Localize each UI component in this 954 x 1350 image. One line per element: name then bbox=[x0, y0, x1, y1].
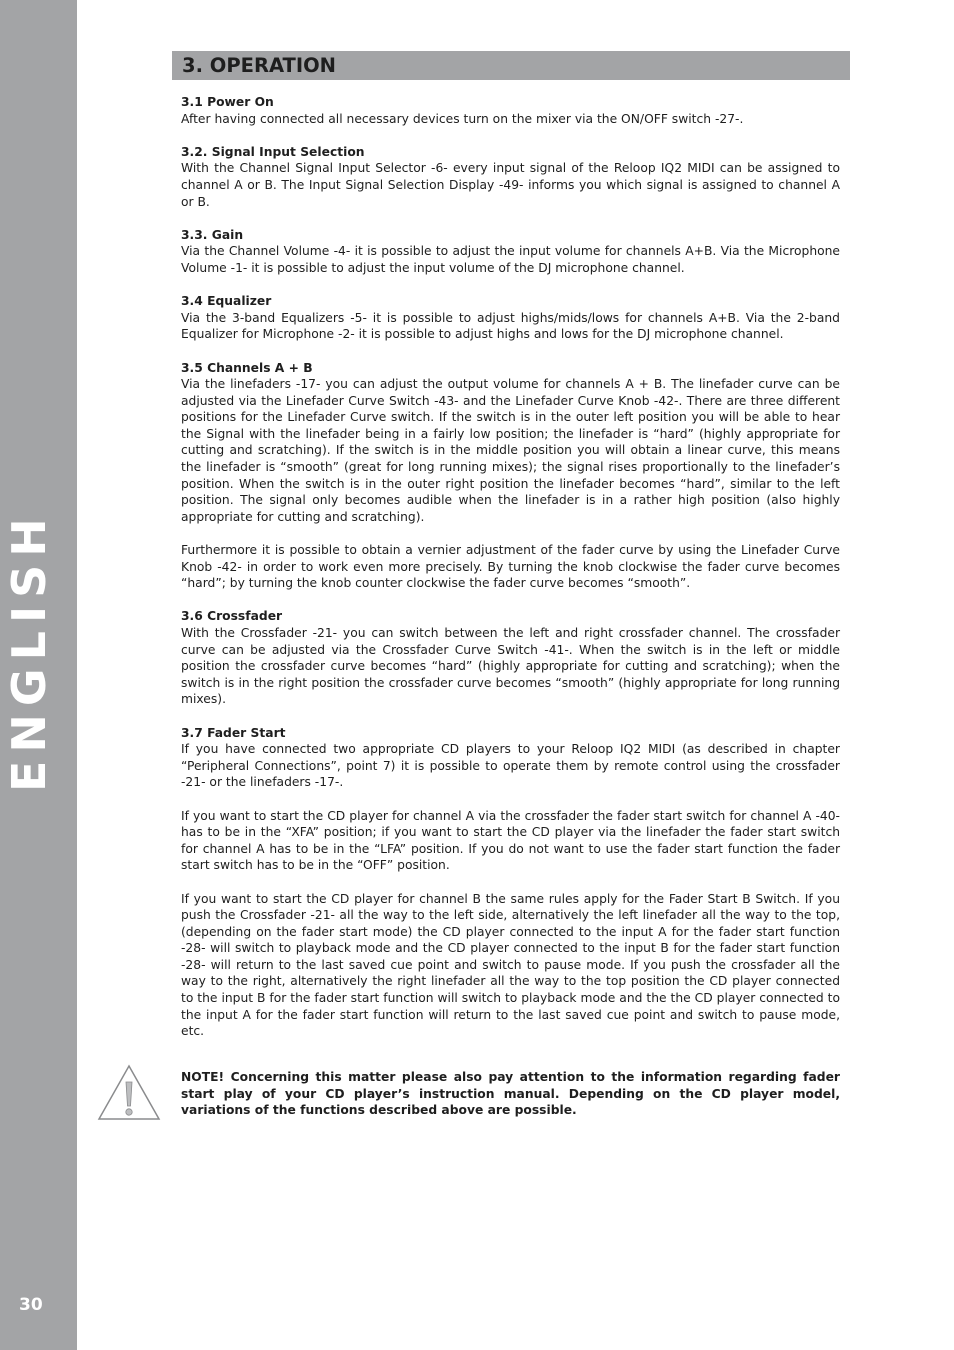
language-sidebar bbox=[0, 0, 77, 1350]
language-label: ENGLISH bbox=[2, 510, 56, 792]
section-fader-start bbox=[181, 725, 840, 1040]
section-heading: 3.1 Power On bbox=[181, 95, 274, 109]
section-crossfader bbox=[181, 608, 840, 708]
section-paragraph: Via the Channel Volume -4- it is possible to adjust the input volume for channels A+B. Via the Microphone Volume -1- it is possible to adjust the input volume of the DJ microphone channel. bbox=[181, 244, 840, 275]
warning-note: NOTE! Concerning this matter please also pay attention to the information regarding fader start play of your CD player’s instruction manual. Depending on the CD player model, variations of the functions described above are possible. bbox=[181, 1070, 840, 1118]
section-paragraph: Furthermore it is possible to obtain a vernier adjustment of the fader curve by using the Linefader Curve Knob -42- in order to work even more precisely. By turning the knob clockwise the fader curve becomes “hard”; by turning the knob counter clockwise the fader curve becomes “smooth”. bbox=[181, 543, 840, 591]
section-paragraph: Via the 3-band Equalizers -5- it is possible to adjust highs/mids/lows for channels A+B. Via the 2-band Equalizer for Microphone -2- it is possible to adjust highs and lows for the DJ microphone channel. bbox=[181, 310, 840, 342]
section-heading: 3.2. Signal Input Selection bbox=[181, 144, 365, 159]
section-heading: 3.3. Gain bbox=[181, 227, 244, 242]
section-paragraph: Via the linefaders -17- you can adjust the output volume for channels A + B. The linefader curve can be adjusted via the Linefader Curve Switch -43- and the Linefader Curve Knob -42-. There are three different positions for the Linefader Curve switch. If the switch is in the outer left position you will be able to hear the Signal with the linefader being in a fairly low position; the linefader is “hard” (highly appropriate for cutting and scratching). If the switch is in the middle position you will obtain a linear curve, this means the linefader is “smooth” (great for long running mixes); the signal rises proportionally to the linefader’s position. When the switch is in the outer right position the linefader becomes “hard”, similar to the left position. The signal only becomes audible when the linefader is in a rather high position (also highly appropriate for cutting and scratching). bbox=[181, 377, 840, 524]
section-heading: 3.4 Equalizer bbox=[181, 294, 272, 309]
section-paragraph: If you want to start the CD player for channel B the same rules apply for the Fader Start B Switch. If you push the Crossfader -21- all the way to the left side, alternatively the left linefader all the way to the top, (depending on the fader start mode) the CD player connected to the input A for the fader start function -28- will switch to playback mode and the CD player connected to the input B for the fader start function -28- will return to the last saved cue point and switch to pause mode. If you push the crossfader all the way to the right, alternatively the right linefader all the way to the top position the CD player connected to the input B for the fader start function will switch to playback mode and the the CD player connected to the input A for the fader start function will return to the last saved cue point and switch to pause mode, etc. bbox=[181, 891, 840, 1039]
section-paragraph: If you have connected two appropriate CD players to your Reloop IQ2 MIDI (as described in chapter “Peripheral Connections”, point 7) it is possible to operate them by remote control using the crossfader -21- or the linefaders -17-. bbox=[181, 742, 840, 790]
section-heading: 3.5 Channels A + B bbox=[181, 360, 313, 375]
page-title: 3. OPERATION bbox=[182, 54, 337, 77]
page-number: 30 bbox=[19, 1295, 43, 1315]
section-heading: 3.6 Crossfader bbox=[181, 609, 283, 624]
section-heading: 3.7 Fader Start bbox=[181, 725, 286, 740]
section-equalizer bbox=[181, 293, 840, 343]
section-header-bar bbox=[172, 51, 850, 80]
warning-triangle-icon bbox=[97, 1064, 161, 1122]
main-content bbox=[181, 94, 840, 1056]
section-power-on bbox=[181, 94, 840, 127]
section-channels bbox=[181, 360, 840, 592]
section-signal-input bbox=[181, 144, 840, 210]
section-gain bbox=[181, 227, 840, 277]
section-paragraph: With the Crossfader -21- you can switch between the left and right crossfader channel. The crossfader curve can be adjusted via the Crossfader Curve Switch -41-. When the switch is in the left or middle position the crossfader curve becomes “hard” (highly appropriate for cutting and scratching); when the switch is in the right position the crossfader curve becomes “smooth” (highly appropriate for long running mixes). bbox=[181, 626, 840, 707]
section-paragraph: After having connected all necessary devices turn on the mixer via the ON/OFF switch -27-. bbox=[181, 111, 744, 126]
section-paragraph: If you want to start the CD player for channel A via the crossfader the fader start switch for channel A -40- has to be in the “XFA” position; if you want to start the CD player via the linefader the fader start switch for channel A has to be in the “LFA” position. If you do not want to use the fader start function the fader start switch has to be in the “OFF” position. bbox=[181, 808, 840, 873]
section-paragraph: With the Channel Signal Input Selector -6- every input signal of the Reloop IQ2 MIDI can be assigned to channel A or B. The Input Signal Selection Display -49- informs you which signal is assigned to channel A or B. bbox=[181, 161, 840, 209]
